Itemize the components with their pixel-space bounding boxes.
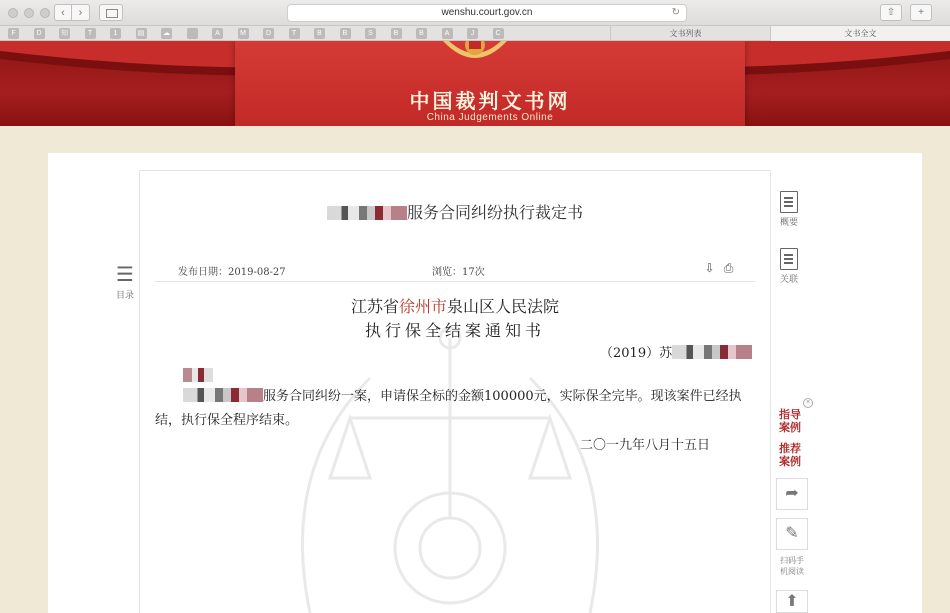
- back-to-top-button[interactable]: [776, 590, 808, 613]
- toc-button[interactable]: ☰ 目录: [112, 265, 138, 301]
- site-subtitle: China Judgements Online: [426, 112, 554, 123]
- edit-button[interactable]: [776, 518, 808, 550]
- document-title: 服务合同纠纷执行裁定书: [140, 200, 770, 223]
- bookmark-item[interactable]: B: [416, 28, 427, 39]
- tab-document-list[interactable]: 文书列表: [610, 26, 760, 41]
- redacted-party-name: [183, 368, 213, 382]
- summary-button[interactable]: 概要: [778, 191, 800, 228]
- share-button[interactable]: [776, 478, 808, 510]
- window-controls: [8, 8, 50, 18]
- new-tab-button[interactable]: [910, 4, 932, 21]
- bookmark-item[interactable]: A: [212, 28, 223, 39]
- sidebar-toggle-button[interactable]: [99, 4, 123, 21]
- view-count: 浏览：17次: [432, 267, 485, 278]
- qr-read-label[interactable]: 扫码手机阅读: [780, 556, 804, 576]
- print-icon[interactable]: ⎙: [723, 261, 734, 275]
- document-icon: [780, 248, 798, 270]
- share-page-button[interactable]: [880, 4, 902, 21]
- notice-title: 执行保全结案通知书: [364, 321, 545, 340]
- zoom-window-button[interactable]: [40, 8, 50, 18]
- bookmark-item[interactable]: ▤: [136, 28, 147, 39]
- arrow-up-icon: ⬆: [785, 593, 799, 610]
- bookmark-item[interactable]: D: [263, 28, 274, 39]
- chevron-left-icon: ‹: [61, 6, 65, 19]
- court-emblem-icon: [441, 41, 509, 71]
- bookmark-item[interactable]: B: [340, 28, 351, 39]
- bookmark-item[interactable]: 知: [61, 30, 68, 37]
- bookmark-item[interactable]: D: [34, 28, 45, 39]
- guide-cases-link[interactable]: 指导案例: [779, 409, 801, 434]
- share-icon: ➦: [785, 485, 799, 502]
- publish-date: 发布日期：2019-08-27: [178, 267, 286, 278]
- court-name: 江苏省徐州市泉山区人民法院: [350, 297, 560, 316]
- bookmark-item[interactable]: 1: [110, 28, 121, 39]
- bookmark-item[interactable]: S: [365, 28, 376, 39]
- back-button[interactable]: [54, 4, 72, 21]
- list-icon: ☰: [116, 264, 134, 286]
- redacted-text: [183, 388, 263, 402]
- minimize-window-button[interactable]: [24, 8, 34, 18]
- bookmark-item[interactable]: T: [85, 28, 96, 39]
- bookmark-item[interactable]: ☁: [163, 30, 170, 37]
- bookmark-item[interactable]: [187, 28, 198, 39]
- bookmark-item[interactable]: C: [493, 28, 504, 39]
- divider: [155, 281, 755, 282]
- chevron-right-icon: ›: [78, 6, 83, 19]
- url-text: wenshu.court.gov.cn: [441, 7, 533, 18]
- close-window-button[interactable]: [8, 8, 18, 18]
- case-number: （2019）苏: [600, 342, 752, 361]
- bookmark-item[interactable]: J: [467, 28, 478, 39]
- bookmark-item[interactable]: T: [289, 28, 300, 39]
- document-icon: [780, 191, 798, 213]
- court-emblem-watermark-icon: [290, 318, 610, 613]
- pencil-icon: ✎: [785, 525, 799, 542]
- related-button[interactable]: 关联: [778, 248, 800, 285]
- forward-button[interactable]: [72, 4, 90, 21]
- download-icon[interactable]: ⇩: [704, 261, 715, 275]
- close-icon[interactable]: ×: [803, 398, 813, 408]
- bookmarks-bar: [0, 26, 950, 41]
- bookmark-item[interactable]: B: [391, 28, 402, 39]
- site-title: 中国裁判文书网: [409, 89, 571, 113]
- reload-icon[interactable]: ↻: [671, 7, 680, 18]
- redacted-text: [327, 206, 407, 220]
- bookmark-item[interactable]: F: [8, 28, 19, 39]
- bookmark-item[interactable]: M: [238, 28, 249, 39]
- tab-document-full-text[interactable]: 文书全文: [770, 26, 950, 41]
- recommended-cases-link[interactable]: 推荐案例: [779, 443, 801, 468]
- bookmark-item[interactable]: B: [314, 28, 325, 39]
- browser-toolbar: [0, 0, 950, 26]
- document-date: 二〇一九年八月十五日: [580, 438, 711, 453]
- address-bar[interactable]: [287, 4, 687, 22]
- plus-icon: +: [918, 7, 924, 18]
- redacted-text: [672, 345, 752, 359]
- document-body: 服务合同纠纷一案，申请保全标的金额100000元，实际保全完毕。现该案件已经执结，执行保全程序结束。: [155, 389, 742, 428]
- upload-icon: ⇧: [886, 7, 896, 18]
- bookmark-item[interactable]: A: [442, 28, 453, 39]
